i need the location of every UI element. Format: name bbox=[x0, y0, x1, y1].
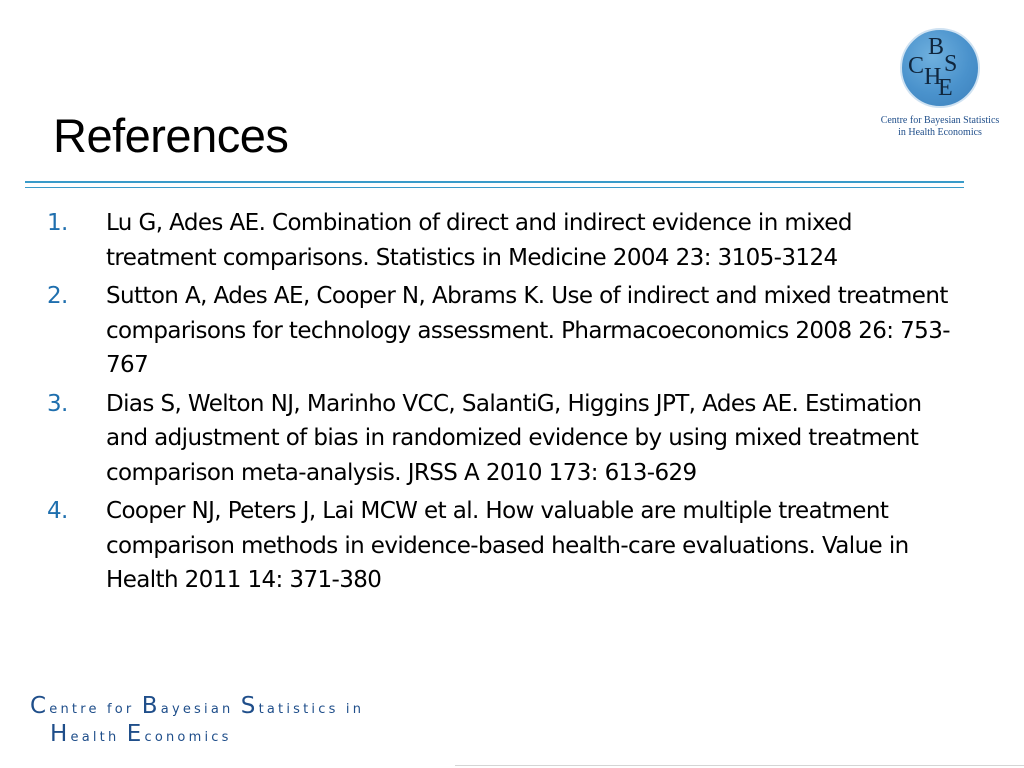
footer-line-2 bbox=[30, 722, 364, 750]
footer-wordmark bbox=[30, 694, 364, 750]
reference-number: 1. bbox=[47, 210, 68, 236]
reference-item bbox=[0, 279, 1024, 383]
logo-letter-e: E bbox=[938, 75, 953, 101]
footer-word-ayesian: ayesian bbox=[160, 702, 241, 717]
reference-number: 2. bbox=[47, 283, 68, 309]
logo-emblem bbox=[900, 28, 980, 108]
footer-cap-c: C bbox=[30, 693, 50, 719]
reference-text: Dias S, Welton NJ, Marinho VCC, SalantiG, Higgins JPT, Ades AE. Estimation and adjustment of bias in randomized evidence by using mixed treatment comparison meta-analysis. JRSS A 2010 173: 613-629 bbox=[106, 390, 922, 486]
footer-cap-e: E bbox=[126, 721, 145, 747]
footer-word-ealth: ealth bbox=[70, 730, 127, 745]
reference-item bbox=[0, 387, 1024, 491]
reference-text: Cooper NJ, Peters J, Lai MCW et al. How valuable are multiple treatment comparison methods in evidence-based health-care evaluations. Value in Health 2011 14: 371-380 bbox=[106, 498, 909, 593]
slide-title: References bbox=[53, 109, 289, 162]
footer-line-1 bbox=[30, 694, 364, 722]
reference-item bbox=[0, 494, 1024, 598]
reference-item bbox=[0, 206, 1024, 275]
logo-caption-line2: in Health Economics bbox=[898, 127, 982, 138]
reference-text: Sutton A, Ades AE, Cooper N, Abrams K. Use of indirect and mixed treatment comparisons for technology assessment. Pharmacoeconomics 2008 26: 753-767 bbox=[106, 283, 950, 378]
logo-caption bbox=[870, 115, 1010, 139]
reference-number: 4. bbox=[47, 498, 68, 524]
logo-letter-s: S bbox=[944, 51, 958, 77]
cbshe-logo bbox=[870, 28, 1010, 143]
footer-word-conomics: conomics bbox=[144, 730, 232, 745]
reference-text: Lu G, Ades AE. Combination of direct and indirect evidence in mixed treatment comparisons. Statistics in Medicine 2004 23: 3105-3124 bbox=[106, 210, 852, 271]
title-divider-thin bbox=[25, 187, 964, 188]
title-divider-thick bbox=[25, 181, 964, 183]
footer-word-entre: entre for bbox=[49, 702, 142, 717]
logo-letter-c: C bbox=[908, 53, 925, 79]
bottom-divider bbox=[455, 765, 1024, 766]
footer-cap-s: S bbox=[240, 693, 259, 719]
logo-caption-line1: Centre for Bayesian Statistics bbox=[880, 115, 1000, 126]
footer-cap-h: H bbox=[50, 721, 71, 747]
logo-letter-b: B bbox=[928, 34, 945, 60]
reference-number: 3. bbox=[47, 390, 68, 417]
footer-word-tatistics: tatistics in bbox=[258, 702, 365, 717]
reference-list bbox=[0, 206, 1024, 602]
footer-cap-b: B bbox=[141, 693, 161, 719]
logo-letter-h: H bbox=[924, 64, 942, 90]
